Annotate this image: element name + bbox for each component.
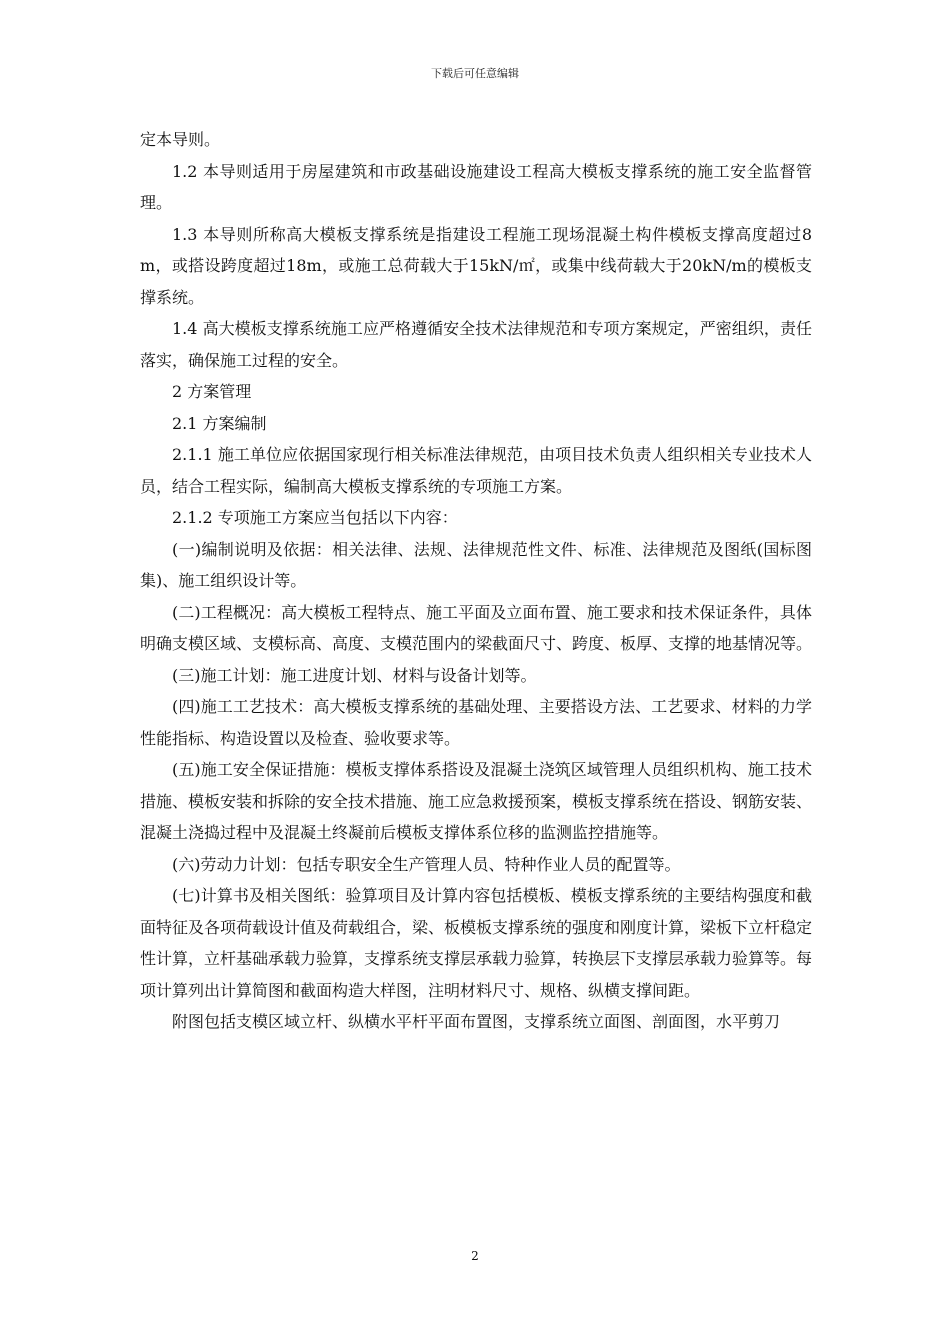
document-body	[140, 124, 812, 1038]
paragraph-2-1-1: 2.1.1 施工单位应依据国家现行相关标准法律规范，由项目技术负责人组织相关专业技术人员，结合工程实际，编制高大模板支撑系统的专项施工方案。	[140, 445, 812, 496]
paragraph-1-2: 1.2 本导则适用于房屋建筑和市政基础设施建设工程高大模板支撑系统的施工安全监督管理。	[140, 161, 812, 212]
page-number: 2	[471, 1249, 479, 1263]
section-heading-2-1: 2.1 方案编制	[172, 413, 267, 433]
page-header: 下载后可任意编辑	[431, 67, 519, 80]
paragraph-2-1-2: 2.1.2 专项施工方案应当包括以下内容：	[172, 508, 458, 527]
section-heading-2: 2 方案管理	[172, 382, 252, 401]
paragraph-1-3: 1.3 本导则所称高大模板支撑系统是指建设工程施工现场混凝土构件模板支撑高度超过8m，或搭设跨度超过18m，或施工总荷载大于15kN/㎡，或集中线荷载大于20kN/m的模板支撑系统。	[140, 224, 812, 307]
list-item-4: (四)施工工艺技术：高大模板支撑系统的基础处理、主要搭设方法、工艺要求、材料的力学性能指标、构造设置以及检查、验收要求等。	[140, 697, 812, 748]
list-item-2: (二)工程概况：高大模板工程特点、施工平面及立面布置、施工要求和技术保证条件，具体明确支模区域、支模标高、高度、支模范围内的梁截面尺寸、跨度、板厚、支撑的地基情况等。	[140, 602, 813, 653]
paragraph-1: 定本导则。	[140, 130, 221, 149]
list-item-5: (五)施工安全保证措施：模板支撑体系搭设及混凝土浇筑区域管理人员组织机构、施工技术措施、模板安装和拆除的安全技术措施、施工应急救援预案，模板支撑系统在搭设、钢筋安装、混凝土浇捣过程中及混凝土终凝前后模板支撑体系位移的监测监控措施等。	[140, 760, 813, 842]
list-item-3: (三)施工计划：施工进度计划、材料与设备计划等。	[172, 665, 537, 685]
list-item-7: (七)计算书及相关图纸：验算项目及计算内容包括模板、模板支撑系统的主要结构强度和截面特征及各项荷载设计值及荷载组合，梁、板模板支撑系统的强度和刚度计算，梁板下立杆稳定性计算，立杆基础承载力验算，支撑系统支撑层承载力验算，转换层下支撑层承载力验算等。每项计算列出计算简图和截面构造大样图，注明材料尺寸、规格、纵横支撑间距。	[140, 886, 813, 1000]
list-item-6: (六)劳动力计划：包括专职安全生产管理人员、特种作业人员的配置等。	[172, 854, 681, 874]
paragraph-appendix: 附图包括支模区域立杆、纵横水平杆平面布置图，支撑系统立面图、剖面图，水平剪刀	[172, 1012, 781, 1031]
list-item-1: (一)编制说明及依据：相关法律、法规、法律规范性文件、标准、法律规范及图纸(国标图集)、施工组织设计等。	[140, 539, 812, 590]
paragraph-1-4: 1.4 高大模板支撑系统施工应严格遵循安全技术法律规范和专项方案规定，严密组织，责任落实，确保施工过程的安全。	[140, 319, 812, 370]
